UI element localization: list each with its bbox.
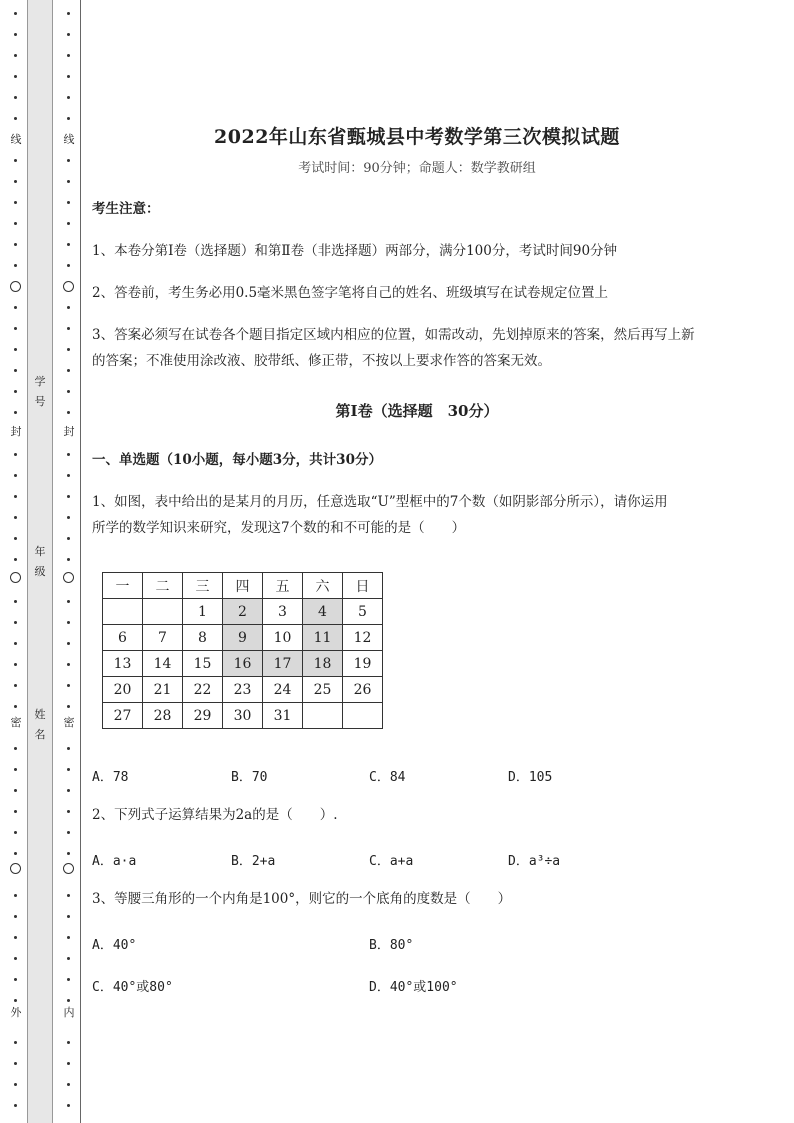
calendar-cell xyxy=(303,703,343,729)
binding-dot xyxy=(14,474,17,477)
q2-option-c[interactable]: C．a+a xyxy=(369,854,414,869)
binding-dot xyxy=(14,390,17,393)
binding-dot xyxy=(67,999,70,1002)
binding-dot xyxy=(14,369,17,372)
binding-dot xyxy=(67,558,70,561)
calendar-cell: 25 xyxy=(303,677,343,703)
calendar-cell: 10 xyxy=(263,625,303,651)
binding-dot xyxy=(14,306,17,309)
calendar-cell: 27 xyxy=(103,703,143,729)
binding-dot xyxy=(14,1083,17,1086)
binding-dot xyxy=(67,915,70,918)
binding-dot xyxy=(67,642,70,645)
calendar-header-cell: 二 xyxy=(143,573,183,599)
calendar-header-cell: 一 xyxy=(103,573,143,599)
binding-hole-icon xyxy=(63,863,74,874)
student-info-bar xyxy=(27,0,53,1123)
binding-dot xyxy=(14,180,17,183)
binding-dot xyxy=(67,1041,70,1044)
binding-dot xyxy=(67,747,70,750)
calendar-row xyxy=(103,625,383,651)
calendar-cell-shaded: 9 xyxy=(223,625,263,651)
calendar-cell: 5 xyxy=(343,599,383,625)
calendar-cell: 31 xyxy=(263,703,303,729)
section-title: 第I卷（选择题 30分） xyxy=(335,402,499,420)
calendar-row xyxy=(103,677,383,703)
q1-option-b[interactable]: B．70 xyxy=(231,770,268,785)
calendar-cell xyxy=(143,599,183,625)
calendar-cell-shaded: 4 xyxy=(303,599,343,625)
calendar-cell: 12 xyxy=(343,625,383,651)
binding-hole-icon xyxy=(10,572,21,583)
binding-dot xyxy=(14,159,17,162)
calendar-row xyxy=(103,651,383,677)
binding-dot xyxy=(67,1062,70,1065)
calendar-cell: 13 xyxy=(103,651,143,677)
binding-dot xyxy=(14,621,17,624)
part-title: 一、单选题（10小题，每小题3分，共计30分） xyxy=(92,452,382,468)
calendar-header-cell: 六 xyxy=(303,573,343,599)
calendar-cell: 15 xyxy=(183,651,223,677)
calendar-cell: 19 xyxy=(343,651,383,677)
calendar-cell: 24 xyxy=(263,677,303,703)
binding-dot xyxy=(67,810,70,813)
binding-label: 线 xyxy=(8,134,24,146)
binding-dot xyxy=(67,54,70,57)
binding-dot xyxy=(67,306,70,309)
binding-dot xyxy=(14,411,17,414)
binding-hole-icon xyxy=(63,281,74,292)
q1-option-c[interactable]: C．84 xyxy=(369,770,406,785)
binding-label: 封 xyxy=(61,426,77,438)
binding-dot xyxy=(14,96,17,99)
calendar-header-row xyxy=(103,573,383,599)
binding-dot xyxy=(67,369,70,372)
binding-dot xyxy=(14,768,17,771)
notice-item-2: 2、答卷前，考生务必用0.5毫米黑色签字笔将自己的姓名、班级填写在试卷规定位置上 xyxy=(92,285,609,301)
binding-dot xyxy=(67,12,70,15)
field-grade: 年 级 xyxy=(34,545,46,578)
calendar-cell: 7 xyxy=(143,625,183,651)
calendar-cell: 29 xyxy=(183,703,223,729)
calendar-header-cell: 四 xyxy=(223,573,263,599)
calendar-cell: 30 xyxy=(223,703,263,729)
binding-dot xyxy=(67,600,70,603)
binding-dot xyxy=(14,558,17,561)
binding-dot xyxy=(14,54,17,57)
calendar-cell: 26 xyxy=(343,677,383,703)
calendar-cell: 8 xyxy=(183,625,223,651)
binding-dot xyxy=(14,75,17,78)
binding-margin xyxy=(0,0,82,1123)
calendar-cell-shaded: 18 xyxy=(303,651,343,677)
calendar-cell-shaded: 17 xyxy=(263,651,303,677)
calendar-cell xyxy=(343,703,383,729)
binding-dot xyxy=(14,243,17,246)
binding-dot xyxy=(14,264,17,267)
binding-dot xyxy=(14,999,17,1002)
binding-dot xyxy=(14,327,17,330)
binding-dot xyxy=(67,978,70,981)
calendar-cell xyxy=(103,599,143,625)
binding-dot xyxy=(67,957,70,960)
binding-label: 封 xyxy=(8,426,24,438)
notice-item-3-cont: 的答案；不准使用涂改液、胶带纸、修正带，不按以上要求作答的答案无效。 xyxy=(92,353,551,369)
binding-dot xyxy=(67,684,70,687)
binding-dot xyxy=(67,705,70,708)
binding-dot xyxy=(67,768,70,771)
binding-dot xyxy=(67,327,70,330)
binding-dot xyxy=(14,810,17,813)
binding-dot xyxy=(67,852,70,855)
binding-dot xyxy=(67,495,70,498)
binding-dot xyxy=(67,96,70,99)
binding-dot xyxy=(67,201,70,204)
q2-option-b[interactable]: B．2+a xyxy=(231,854,276,869)
binding-dot xyxy=(14,852,17,855)
exam-subtitle: 考试时间：90分钟；命题人：数学教研组 xyxy=(298,161,536,176)
binding-dot xyxy=(14,705,17,708)
binding-dot xyxy=(14,516,17,519)
binding-dot xyxy=(14,1062,17,1065)
binding-dot xyxy=(67,1083,70,1086)
q3-option-a[interactable]: A．40° xyxy=(92,938,137,953)
binding-dot xyxy=(67,453,70,456)
q1-option-a[interactable]: A．78 xyxy=(92,770,129,785)
binding-dot xyxy=(67,222,70,225)
binding-dot xyxy=(67,348,70,351)
binding-dot xyxy=(67,789,70,792)
margin-divider xyxy=(80,0,81,1123)
outer-dotted-line xyxy=(8,0,24,1123)
binding-dot xyxy=(14,1041,17,1044)
q2-stem: 2、下列式子运算结果为2a的是（ ）. xyxy=(92,807,338,823)
q1-option-d[interactable]: D．105 xyxy=(508,770,553,785)
q3-option-b[interactable]: B．80° xyxy=(369,938,414,953)
binding-dot xyxy=(14,348,17,351)
binding-dot xyxy=(14,978,17,981)
binding-dot xyxy=(67,411,70,414)
binding-dot xyxy=(67,474,70,477)
calendar-cell: 23 xyxy=(223,677,263,703)
calendar-header-cell: 日 xyxy=(343,573,383,599)
binding-dot xyxy=(14,537,17,540)
binding-dot xyxy=(14,936,17,939)
q2-option-a[interactable]: A．a·a xyxy=(92,854,137,869)
binding-dot xyxy=(67,936,70,939)
binding-label: 密 xyxy=(8,717,24,729)
notice-item-3: 3、答案必须写在试卷各个题目指定区域内相应的位置，如需改动，先划掉原来的答案，然后再写上新 xyxy=(92,327,695,343)
binding-hole-icon xyxy=(10,863,21,874)
q2-option-d[interactable]: D．a³÷a xyxy=(508,854,561,869)
binding-label: 外 xyxy=(8,1007,24,1019)
binding-dot xyxy=(67,75,70,78)
binding-dot xyxy=(67,117,70,120)
calendar-header-cell: 五 xyxy=(263,573,303,599)
calendar-header-cell: 三 xyxy=(183,573,223,599)
calendar-cell: 3 xyxy=(263,599,303,625)
calendar-cell-shaded: 11 xyxy=(303,625,343,651)
q3-stem: 3、等腰三角形的一个内角是100°，则它的一个底角的度数是（ ） xyxy=(92,891,512,907)
binding-dot xyxy=(67,831,70,834)
binding-dot xyxy=(67,159,70,162)
q3-option-d[interactable]: D．40°或100° xyxy=(369,980,458,995)
binding-dot xyxy=(67,390,70,393)
calendar-cell: 1 xyxy=(183,599,223,625)
binding-label: 内 xyxy=(61,1007,77,1019)
exam-title: 2022年山东省甄城县中考数学第三次模拟试题 xyxy=(214,126,620,148)
binding-dot xyxy=(67,180,70,183)
binding-dot xyxy=(67,243,70,246)
field-name: 姓 名 xyxy=(34,708,46,741)
binding-dot xyxy=(67,663,70,666)
binding-hole-icon xyxy=(10,281,21,292)
notice-heading: 考生注意： xyxy=(92,201,160,217)
binding-dot xyxy=(67,264,70,267)
binding-dot xyxy=(67,537,70,540)
binding-dot xyxy=(14,12,17,15)
binding-dot xyxy=(14,747,17,750)
q1-stem-line1: 1、如图，表中给出的是某月的月历，任意选取“U”型框中的7个数（如阴影部分所示），请你运用 xyxy=(92,494,668,510)
calendar-cell: 28 xyxy=(143,703,183,729)
calendar-row xyxy=(103,599,383,625)
binding-label: 线 xyxy=(61,134,77,146)
inner-dotted-line xyxy=(61,0,77,1123)
binding-label: 密 xyxy=(61,717,77,729)
calendar-cell: 6 xyxy=(103,625,143,651)
calendar-cell: 22 xyxy=(183,677,223,703)
q3-option-c[interactable]: C．40°或80° xyxy=(92,980,173,995)
binding-dot xyxy=(14,1104,17,1107)
binding-dot xyxy=(14,222,17,225)
calendar-cell: 21 xyxy=(143,677,183,703)
calendar-row xyxy=(103,703,383,729)
q1-stem-line2: 所学的数学知识来研究，发现这7个数的和不可能的是（ ） xyxy=(92,520,466,536)
binding-dot xyxy=(14,915,17,918)
binding-dot xyxy=(14,453,17,456)
binding-dot xyxy=(14,831,17,834)
binding-dot xyxy=(14,642,17,645)
binding-dot xyxy=(67,516,70,519)
notice-item-1: 1、本卷分第I卷（选择题）和第Ⅱ卷（非选择题）两部分，满分100分，考试时间90分钟 xyxy=(92,243,618,259)
binding-hole-icon xyxy=(63,572,74,583)
binding-dot xyxy=(14,957,17,960)
binding-dot xyxy=(14,684,17,687)
binding-dot xyxy=(14,600,17,603)
binding-dot xyxy=(67,621,70,624)
binding-dot xyxy=(14,33,17,36)
binding-dot xyxy=(14,894,17,897)
binding-dot xyxy=(14,663,17,666)
calendar-cell: 14 xyxy=(143,651,183,677)
binding-dot xyxy=(14,789,17,792)
binding-dot xyxy=(14,495,17,498)
calendar-cell-shaded: 16 xyxy=(223,651,263,677)
binding-dot xyxy=(67,33,70,36)
binding-dot xyxy=(14,201,17,204)
calendar-table xyxy=(102,572,383,729)
calendar-cell: 20 xyxy=(103,677,143,703)
binding-dot xyxy=(67,1104,70,1107)
field-student-number: 学 号 xyxy=(34,375,46,408)
binding-dot xyxy=(14,117,17,120)
binding-dot xyxy=(67,894,70,897)
calendar-cell-shaded: 2 xyxy=(223,599,263,625)
